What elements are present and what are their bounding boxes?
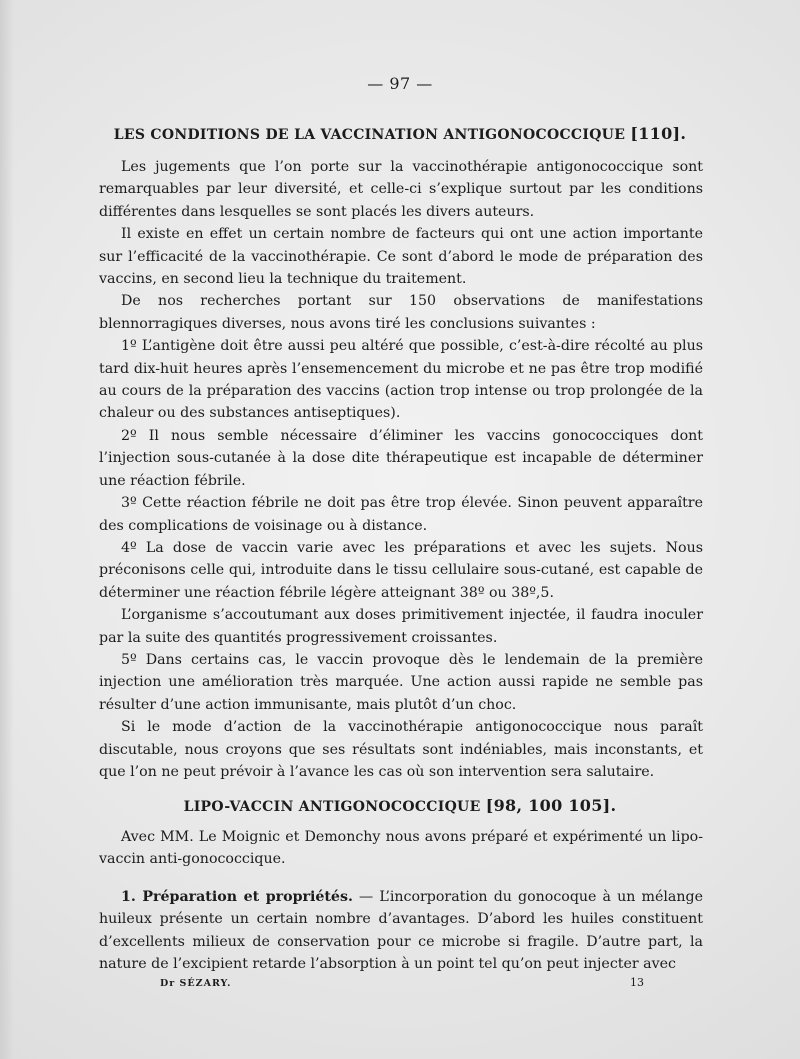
subsection-heading: 1. Préparation et propriétés. — [121, 889, 353, 905]
paragraph: Les jugements que l’on porte sur la vaccinothérapie antigonococcique sont remarquables par leur diversité, et celle-ci s’explique surtout par les conditions différentes dans lesquelles se sont placés les divers auteurs. — [99, 159, 703, 220]
section-body-lipo-vaccin — [99, 826, 703, 871]
footer-signature-number: 13 — [630, 976, 644, 989]
section-reference: [98, 100 105]. — [485, 796, 617, 815]
page-edge-shadow — [0, 0, 14, 1059]
paragraph: De nos recherches portant sur 150 observations de manifestations blennorragiques diverses, nous avons tiré les conclusions suivantes : — [99, 293, 703, 332]
subsection-text: — L’incorporation du gonocoque à un mélange huileux présente un certain nombre d’avantages. D’abord les huiles constituent d’excellents milieux de conservation pour ce microbe si fragile. D’autre part, la nature de l’excipient retarde l’absorption à un point tel qu’on peut injecter avec — [99, 889, 703, 973]
section-title-text: LES CONDITIONS DE LA VACCINATION ANTIGONOCOCCIQUE — [113, 127, 626, 143]
footer-author: Dr SÉZARY. — [160, 978, 232, 989]
paragraph: L’organisme s’accoutumant aux doses primitivement injectée, il faudra inoculer par la suite des quantités progressivement croissantes. — [99, 607, 703, 646]
paragraph: Avec MM. Le Moignic et Demonchy nous avons préparé et expérimenté un lipo-vaccin anti-gonococcique. — [99, 829, 703, 868]
section-body-conditions — [99, 156, 703, 783]
paragraph: 1º L’antigène doit être aussi peu altéré que possible, c’est-à-dire récolté au plus tard dix-huit heures après l’ensemencement du microbe et ne pas être trop modifié au cours de la préparation des vaccins (action trop intense ou trop prolongée de la chaleur ou des substances antiseptiques). — [99, 338, 703, 422]
section-title-text: LIPO-VACCIN ANTIGONOCOCCIQUE — [183, 799, 481, 815]
paragraph: Si le mode d’action de la vaccinothérapie antigonococcique nous paraît discutable, nous croyons que ses résultats sont indéniables, mais inconstants, et que l’on ne peut prévoir à l’avance les cas où son intervention sera salutaire. — [99, 719, 703, 780]
paragraph: Il existe en effet un certain nombre de facteurs qui ont une action importante sur l’efficacité de la vaccinothérapie. Ce sont d’abord le mode de préparation des vaccins, en second lieu la technique du traitement. — [99, 226, 703, 288]
paragraph: 5º Dans certains cas, le vaccin provoque dès le lendemain de la première injection une amélioration très marquée. Une action aussi rapide ne semble pas résulter d’une action immunisante, mais plutôt d’un choc. — [99, 651, 703, 713]
page-number: — 97 — — [367, 74, 433, 93]
section-title-lipo-vaccin — [0, 796, 800, 815]
section-title-conditions — [0, 124, 800, 143]
paragraph — [99, 886, 703, 976]
paragraph: 4º La dose de vaccin varie avec les préparations et avec les sujets. Nous préconisons celle qui, introduite dans le tissu cellulaire sous-cutané, est capable de déterminer une réaction fébrile légère atteignant 38º ou 38º,5. — [99, 539, 703, 601]
subsection-preparation — [99, 886, 703, 976]
section-reference: [110]. — [630, 124, 687, 143]
paragraph: 2º Il nous semble nécessaire d’éliminer les vaccins gonococciques dont l’injection sous-cutanée à la dose dite thérapeutique est incapable de déterminer une réaction fébrile. — [99, 427, 703, 489]
paragraph: 3º Cette réaction fébrile ne doit pas être trop élevée. Sinon peuvent apparaître des complications de voisinage ou à distance. — [99, 495, 703, 534]
